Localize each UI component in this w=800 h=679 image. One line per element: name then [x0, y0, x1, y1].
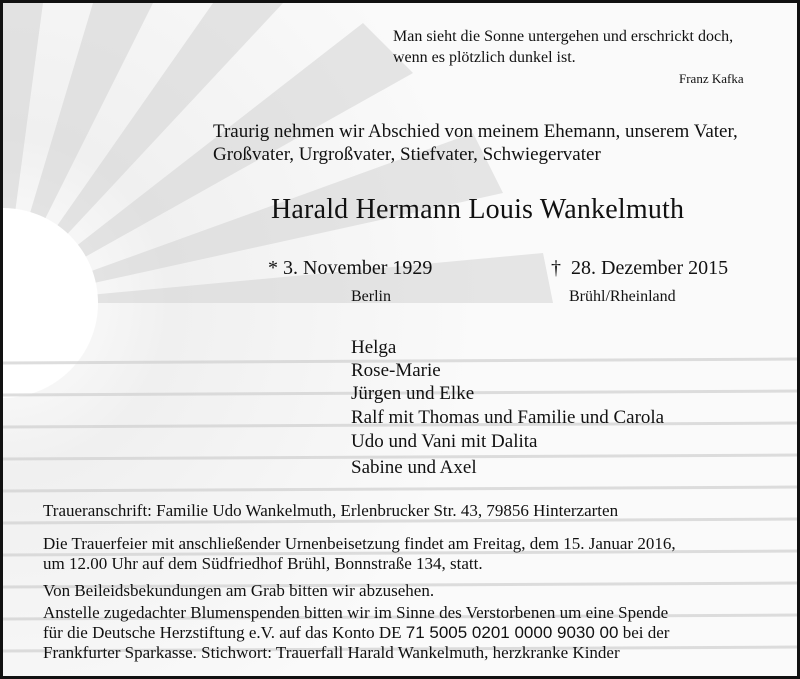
mourning-address: Traueranschrift: Familie Udo Wankelmuth, Erlenbrucker Str. 43, 79856 Hinterzarten [43, 501, 619, 520]
condolence-note: Von Beileidsbekundungen am Grab bitten wir abzusehen. [43, 581, 435, 600]
death-date-line [551, 256, 728, 280]
service-line-1: Die Trauerfeier mit anschließender Urnenbeisetzung findet am Freitag, dem 15. Januar 2016, [43, 534, 676, 553]
birth-place: Berlin [351, 288, 391, 305]
deceased-name: Harald Hermann Louis Wankelmuth [271, 194, 685, 225]
donation-line-3: Frankfurter Sparkasse. Stichwort: Trauerfall Harald Wankelmuth, herzkranke Kinder [43, 643, 620, 662]
donation-text-post: bei der [618, 623, 670, 642]
family-member: Udo und Vani mit Dalita [351, 431, 538, 452]
quote-line-1: Man sieht die Sonne untergehen und erschrickt doch, [393, 28, 734, 45]
intro-line-1: Traurig nehmen wir Abschied von meinem Ehemann, unserem Vater, [213, 121, 738, 142]
donation-text-pre: für die Deutsche Herzstiftung e.V. auf das Konto DE [43, 623, 406, 642]
family-member: Jürgen und Elke [351, 383, 475, 404]
quote-line-2: wenn es plötzlich dunkel ist. [393, 49, 576, 66]
birth-star-icon: * [268, 257, 278, 279]
sunset-background-illustration [3, 3, 800, 679]
birth-date-line [268, 256, 432, 280]
donation-line-2 [43, 623, 669, 643]
service-line-2: um 12.00 Uhr auf dem Südfriedhof Brühl, Bonnstraße 134, statt. [43, 554, 483, 573]
death-cross-icon: † [551, 257, 561, 279]
account-number: 71 5005 0201 0000 9030 00 [405, 623, 619, 642]
family-member: Ralf mit Thomas und Familie und Carola [351, 407, 665, 428]
death-place: Brühl/Rheinland [569, 288, 676, 305]
donation-line-1: Anstelle zugedachter Blumenspenden bitten wir im Sinne des Verstorbenen um eine Spende [43, 603, 669, 622]
quote-author: Franz Kafka [679, 71, 744, 86]
family-member: Sabine und Axel [351, 457, 477, 478]
family-member: Helga [351, 337, 397, 358]
death-date: 28. Dezember 2015 [571, 257, 729, 279]
intro-line-2: Großvater, Urgroßvater, Stiefvater, Schwiegervater [213, 144, 601, 165]
family-member: Rose-Marie [351, 360, 441, 381]
birth-date: 3. November 1929 [283, 257, 433, 279]
